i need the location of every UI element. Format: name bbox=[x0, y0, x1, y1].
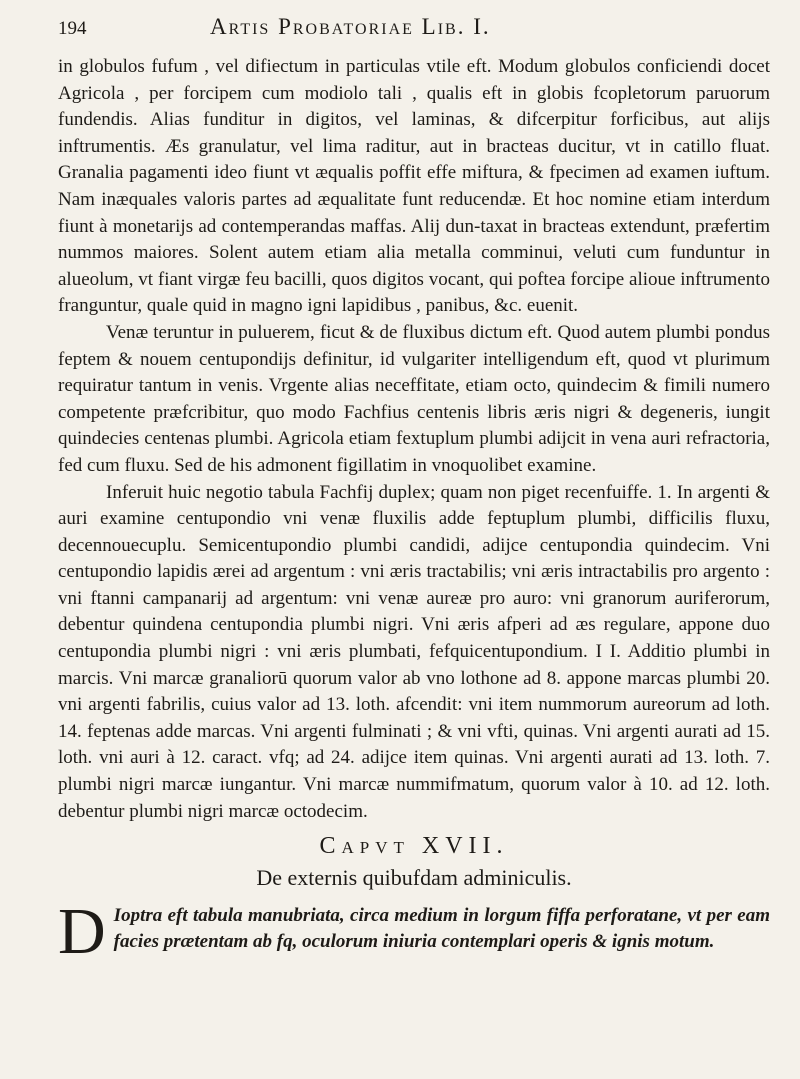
running-head bbox=[58, 14, 770, 54]
chapter-subtitle: De externis quibufdam adminiculis. bbox=[256, 865, 572, 891]
paragraph-tabula-fachsii: Inferuit huic negotio tabula Fachfij duplex; quam non piget recenfuiffe. 1. In argenti & auri examine centupondio vni venæ fluxilis adde feptuplum plumbi, difficilis fluxu, decennouecuplu. Semicentupondio plumbi candidi, adijce centupondia quindecim. Vni centupondio lapidis ærei ad argentum : vni æris tractabilis; vni æris intractabilis pro argento : vni ftanni campanarij ad argentum: vni venæ aureæ pro auro: vni granorum auriferorum, debentur quindena centupondia plumbi nigri. Vni æris afperi ad æs regulare, appone duo centupondia plumbi nigri : vni æris plumbati, fefquicentupondium. I I. Additio plumbi in marcis. Vni marcæ granaliorū quorum valor ab vno lothone ad 8. appone marcas plumbi 20. vni argenti fabrilis, cuius valor ad 13. loth. afcendit: vni item nummorum aureorum ad loth. 14. feptenas adde marcas. Vni argenti fulminati ; & vni vfti, quinas. Vni argenti aurati ad 15. loth. vni auri à 12. caract. vfq; ad 24. adijce item quinas. Vni argenti aurati ad 13. loth. 7. plumbi nigri marcæ iungantur. Vni marcæ nummifmatum, quorum valor à 10. ad 12. loth. debentur plumbi nigri marcæ octodecim. bbox=[58, 481, 770, 822]
paragraph-venae: Venæ teruntur in puluerem, ficut & de fluxibus dictum eft. Quod autem plumbi pondus feptem & nouem centupondijs definitur, id vulgariter intelligendum eft, quod vt plurimum requiratur tantum in venis. Vrgente alias neceffitate, etiam octo, quindecim & fimili numero competente præfcribitur, quo modo Fachfius centenis libris æris nigri & degeneris, iungit quindecies centenas plumbi. Agricola etiam fextuplum plumbi adijcit in vena auri refractoria, fed cum fluxu. Sed de his admonent figillatim in vnoquolibet examine. bbox=[58, 321, 770, 476]
paragraph-globuli: in globulos fufum , vel difiectum in particulas vtile eft. Modum globulos conficiendi docet Agricola , per forcipem cum modiolo tali , qualis eft in globis fcopletorum paruorum fundendis. Alias funditur in digitos, vel laminas, & difcerpitur forficibus, aut alijs inftrumentis. Æs granulatur, vel lima raditur, aut in bracteas ducitur, vt in catillo fluat. Granalia pagamenti ideo fiunt vt æqualis poffit effe miftura, & fpecimen ad examen iuftum. Nam inæquales valoris partes ad æqualitate funt reducendæ. Et hoc nomine etiam interdum fiunt à monetarijs ad contemperandas maffas. Alij dun-taxat in bracteas extendunt, præfertim nummos maiores. Solent autem etiam alia metalla comminui, veluti cum funduntur in alueolum, vt fiant virgæ feu bacilli, quos digitos vocant, qui poftea forcipe alioue inftrumento franguntur, quale quid in magno igni lapidibus , panibus, &c. euenit. bbox=[58, 56, 770, 317]
running-title: Artis Probatoriae Lib. I. bbox=[210, 14, 491, 39]
chapter-opening-text: Ioptra eft tabula manubriata, circa medium in lorgum fiffa perforatane, vt per eam facies prætentam ab fq, oculorum iniuria contemplari operis & ignis motum. bbox=[113, 905, 770, 953]
chapter-heading: Capvt XVII. bbox=[319, 833, 509, 860]
body-text bbox=[58, 54, 770, 825]
page-number: 194 bbox=[58, 18, 87, 39]
drop-capital: D bbox=[58, 895, 106, 969]
chapter-opening-paragraph bbox=[58, 895, 770, 969]
